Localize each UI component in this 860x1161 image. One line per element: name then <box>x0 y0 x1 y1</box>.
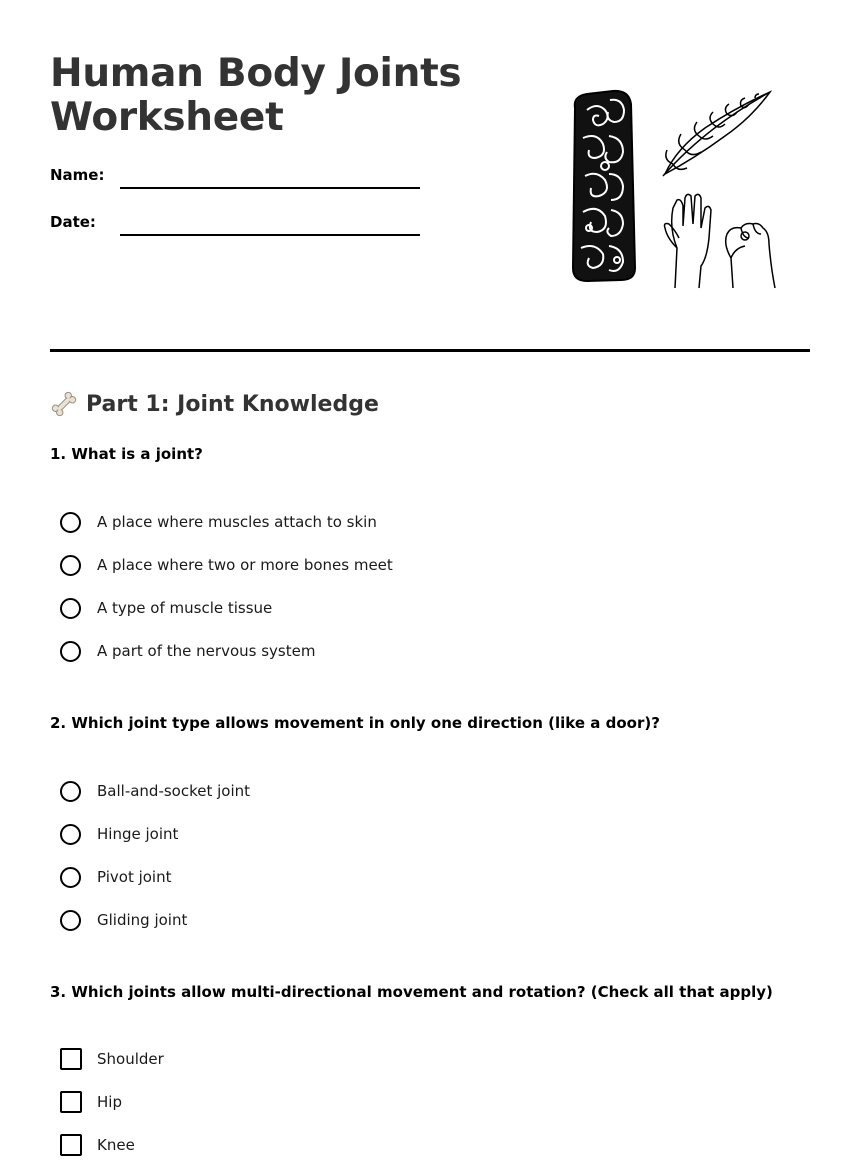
radio-button[interactable] <box>60 598 81 619</box>
q1-option[interactable] <box>60 552 393 578</box>
fern-leaf-icon <box>663 92 770 176</box>
option-label: Shoulder <box>97 1050 164 1068</box>
radio-button[interactable] <box>60 512 81 533</box>
radio-button[interactable] <box>60 781 81 802</box>
section-heading <box>50 390 379 418</box>
date-field[interactable] <box>120 234 420 236</box>
q3-option[interactable] <box>60 1089 122 1115</box>
closed-hand-icon <box>726 224 775 289</box>
radio-button[interactable] <box>60 641 81 662</box>
question-2: 2. Which joint type allows movement in only one direction (like a door)? <box>50 714 660 732</box>
option-label: A place where two or more bones meet <box>97 556 393 574</box>
q2-option[interactable] <box>60 907 187 933</box>
q1-option[interactable] <box>60 638 315 664</box>
option-label: A type of muscle tissue <box>97 599 273 617</box>
radio-button[interactable] <box>60 555 81 576</box>
option-label: Hip <box>97 1093 122 1111</box>
worksheet-title <box>50 52 461 140</box>
option-label: A place where muscles attach to skin <box>97 513 377 531</box>
q2-option[interactable] <box>60 864 172 890</box>
question-3: 3. Which joints allow multi-directional movement and rotation? (Check all that apply) <box>50 983 773 1001</box>
option-label: Ball-and-socket joint <box>97 782 251 800</box>
option-label: Knee <box>97 1136 135 1154</box>
header-divider <box>50 349 810 352</box>
radio-button[interactable] <box>60 867 81 888</box>
title-line-1: Human Body Joints <box>50 51 462 96</box>
option-label: Gliding joint <box>97 911 188 929</box>
carved-pou-icon <box>573 91 635 281</box>
checkbox[interactable] <box>60 1048 82 1070</box>
option-label: A part of the nervous system <box>97 642 316 660</box>
q1-option[interactable] <box>60 595 272 621</box>
radio-button[interactable] <box>60 910 81 931</box>
open-hand-icon <box>665 194 712 288</box>
q3-option[interactable] <box>60 1046 164 1072</box>
checkbox[interactable] <box>60 1134 82 1156</box>
bone-icon <box>50 390 78 418</box>
q2-option[interactable] <box>60 821 178 847</box>
date-label: Date: <box>50 213 96 231</box>
q3-option[interactable] <box>60 1132 135 1158</box>
option-label: Pivot joint <box>97 868 172 886</box>
radio-button[interactable] <box>60 824 81 845</box>
q1-option[interactable] <box>60 509 377 535</box>
question-1: 1. What is a joint? <box>50 445 203 463</box>
checkbox[interactable] <box>60 1091 82 1113</box>
option-label: Hinge joint <box>97 825 179 843</box>
cultural-illustration <box>565 88 780 293</box>
title-line-2: Worksheet <box>50 95 284 140</box>
q2-option[interactable] <box>60 778 250 804</box>
name-label: Name: <box>50 166 105 184</box>
section-title: Part 1: Joint Knowledge <box>86 391 379 417</box>
name-field[interactable] <box>120 187 420 189</box>
